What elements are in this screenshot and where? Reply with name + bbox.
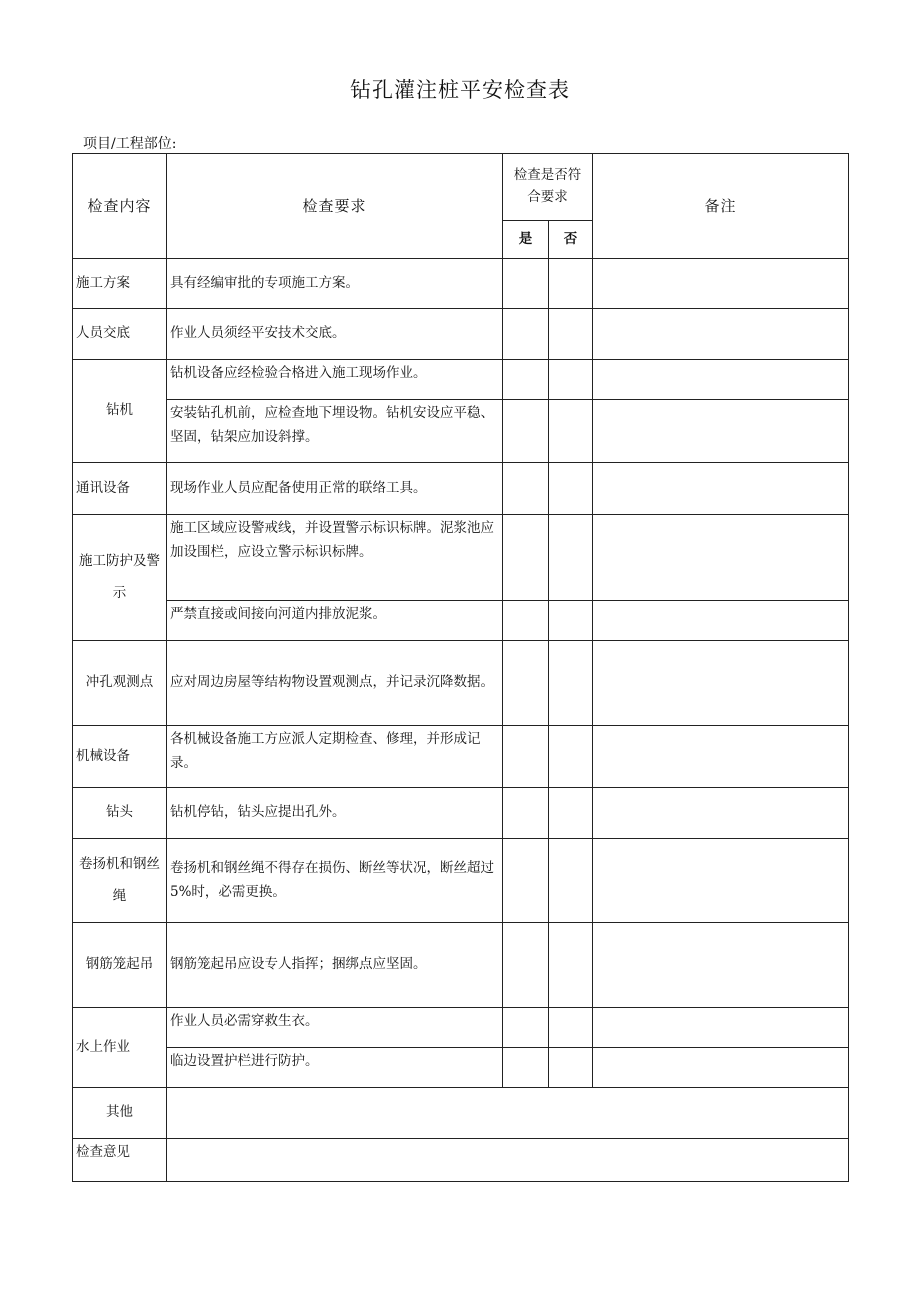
header-row [73, 154, 849, 221]
yes-cell[interactable] [503, 515, 549, 601]
no-cell[interactable] [549, 463, 593, 515]
row-other [73, 1088, 849, 1139]
yes-cell[interactable] [503, 601, 549, 641]
no-cell[interactable] [549, 839, 593, 923]
item-cell: 钻头 [73, 788, 167, 839]
other-entry-cell[interactable] [167, 1088, 849, 1139]
row-rig-2 [73, 400, 849, 463]
opinion-entry-cell[interactable] [167, 1139, 849, 1182]
remark-cell[interactable] [593, 259, 849, 309]
no-cell[interactable] [549, 400, 593, 463]
header-requirement: 检查要求 [167, 154, 503, 259]
yes-cell[interactable] [503, 463, 549, 515]
inspection-table [72, 153, 849, 1182]
item-cell: 通讯设备 [73, 463, 167, 515]
no-cell[interactable] [549, 309, 593, 360]
requirement-cell: 钻机设备应经检验合格进入施工现场作业。 [167, 360, 503, 400]
requirement-cell: 作业人员须经平安技术交底。 [167, 309, 503, 360]
project-label: 项目/工程部位: [83, 136, 177, 152]
row-water-2 [73, 1048, 849, 1088]
requirement-cell: 具有经编审批的专项施工方案。 [167, 259, 503, 309]
item-cell: 冲孔观测点 [73, 641, 167, 726]
remark-cell[interactable] [593, 1008, 849, 1048]
remark-cell[interactable] [593, 463, 849, 515]
yes-cell[interactable] [503, 923, 549, 1008]
yes-cell[interactable] [503, 726, 549, 788]
header-yes: 是 [503, 221, 549, 259]
remark-cell[interactable] [593, 515, 849, 601]
remark-cell[interactable] [593, 400, 849, 463]
requirement-cell: 应对周边房屋等结构物设置观测点，并记录沉降数据。 [167, 641, 503, 726]
yes-cell[interactable] [503, 259, 549, 309]
remark-cell[interactable] [593, 309, 849, 360]
row-monitor [73, 641, 849, 726]
item-cell: 卷扬机和钢丝绳 [73, 839, 167, 923]
row-water-1 [73, 1008, 849, 1048]
no-cell[interactable] [549, 601, 593, 641]
requirement-cell: 卷扬机和钢丝绳不得存在损伤、断丝等状况，断丝超过 5%时，必需更换。 [167, 839, 503, 923]
requirement-cell: 施工区域应设警戒线，并设置警示标识标牌。泥浆池应加设围栏，应设立警示标识标牌。 [167, 515, 503, 601]
row-opinion [73, 1139, 849, 1182]
row-briefing [73, 309, 849, 360]
header-conform: 检查是否符合要求 [503, 154, 593, 221]
item-cell: 施工方案 [73, 259, 167, 309]
remark-cell[interactable] [593, 360, 849, 400]
header-content: 检查内容 [73, 154, 167, 259]
remark-cell[interactable] [593, 839, 849, 923]
no-cell[interactable] [549, 360, 593, 400]
requirement-cell: 各机械设备施工方应派人定期检查、修理，并形成记录。 [167, 726, 503, 788]
no-cell[interactable] [549, 788, 593, 839]
no-cell[interactable] [549, 1008, 593, 1048]
yes-cell[interactable] [503, 788, 549, 839]
row-machine [73, 726, 849, 788]
yes-cell[interactable] [503, 309, 549, 360]
yes-cell[interactable] [503, 400, 549, 463]
requirement-cell: 严禁直接或间接向河道内排放泥浆。 [167, 601, 503, 641]
item-cell: 其他 [73, 1088, 167, 1139]
requirement-cell: 安装钻孔机前，应检查地下埋设物。钻机安设应平稳、坚固，钻架应加设斜撑。 [167, 400, 503, 463]
item-cell: 人员交底 [73, 309, 167, 360]
row-comm [73, 463, 849, 515]
no-cell[interactable] [549, 515, 593, 601]
row-rig-1 [73, 360, 849, 400]
row-protect-2 [73, 601, 849, 641]
row-bit [73, 788, 849, 839]
header-remark: 备注 [593, 154, 849, 259]
item-cell: 钢筋笼起吊 [73, 923, 167, 1008]
yes-cell[interactable] [503, 641, 549, 726]
yes-cell[interactable] [503, 1008, 549, 1048]
requirement-cell: 现场作业人员应配备使用正常的联络工具。 [167, 463, 503, 515]
requirement-cell: 钢筋笼起吊应设专人指挥；捆绑点应坚固。 [167, 923, 503, 1008]
no-cell[interactable] [549, 259, 593, 309]
item-cell: 机械设备 [73, 726, 167, 788]
header-no: 否 [549, 221, 593, 259]
item-cell: 水上作业 [73, 1008, 167, 1088]
yes-cell[interactable] [503, 1048, 549, 1088]
no-cell[interactable] [549, 726, 593, 788]
requirement-cell: 作业人员必需穿救生衣。 [167, 1008, 503, 1048]
yes-cell[interactable] [503, 839, 549, 923]
no-cell[interactable] [549, 923, 593, 1008]
remark-cell[interactable] [593, 726, 849, 788]
remark-cell[interactable] [593, 788, 849, 839]
row-winch [73, 839, 849, 923]
page-title: 钻孔灌注桩平安检查表 [350, 78, 570, 102]
item-cell: 施工防护及警示 [73, 515, 167, 641]
requirement-cell: 临边设置护栏进行防护。 [167, 1048, 503, 1088]
remark-cell[interactable] [593, 1048, 849, 1088]
remark-cell[interactable] [593, 641, 849, 726]
no-cell[interactable] [549, 1048, 593, 1088]
requirement-cell: 钻机停钻，钻头应提出孔外。 [167, 788, 503, 839]
remark-cell[interactable] [593, 923, 849, 1008]
remark-cell[interactable] [593, 601, 849, 641]
row-protect-1 [73, 515, 849, 601]
item-cell: 钻机 [73, 360, 167, 463]
row-cage [73, 923, 849, 1008]
yes-cell[interactable] [503, 360, 549, 400]
no-cell[interactable] [549, 641, 593, 726]
item-cell: 检查意见 [73, 1139, 167, 1182]
row-plan [73, 259, 849, 309]
